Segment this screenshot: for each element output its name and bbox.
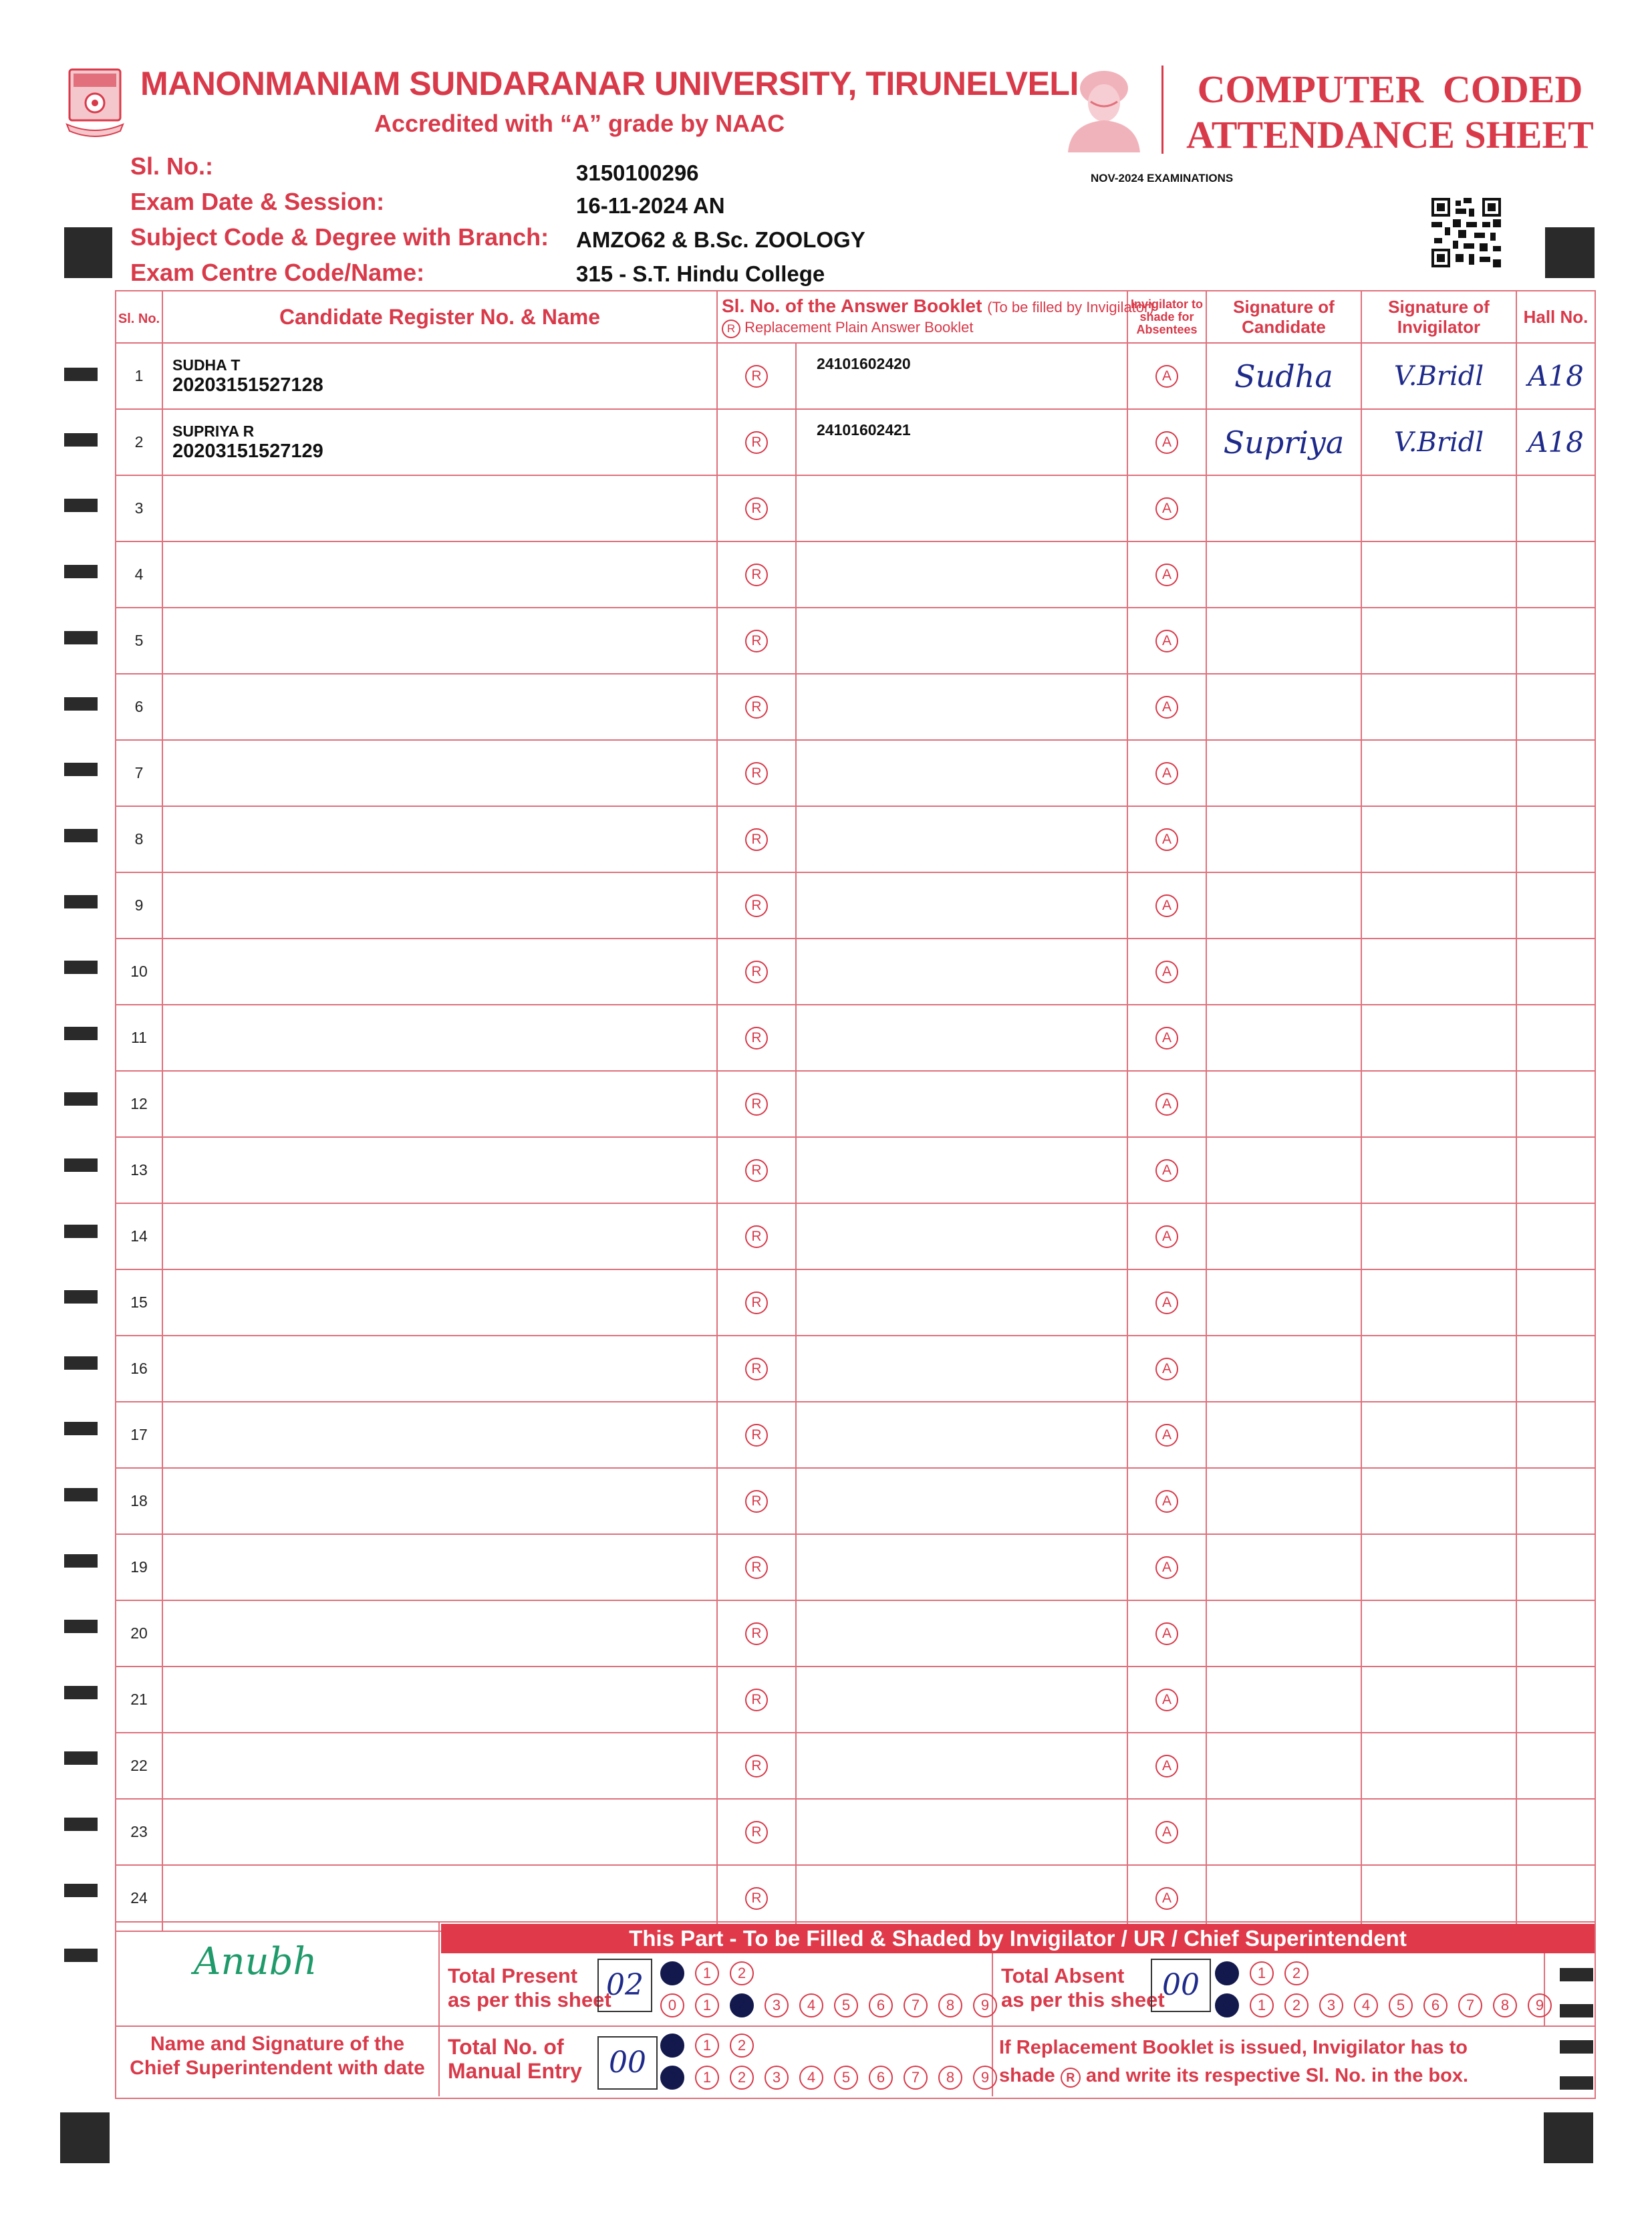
sl-no-label: Sl. No.: — [130, 152, 213, 180]
invigilator-signature[interactable] — [1361, 1799, 1516, 1865]
candidate-signature[interactable] — [1206, 806, 1361, 872]
candidate-signature[interactable] — [1206, 1071, 1361, 1137]
total-present-box[interactable]: 02 — [597, 1959, 652, 2012]
table-row — [116, 1336, 1595, 1402]
sheet-title-line-2: ATTENDANCE SHEET — [1186, 113, 1594, 156]
absent-bubble[interactable]: A — [1127, 1005, 1206, 1071]
booklet-no[interactable] — [796, 1600, 1127, 1667]
row-sl: 10 — [116, 939, 162, 1005]
absent-bubble[interactable]: A — [1127, 1534, 1206, 1600]
booklet-no[interactable] — [796, 939, 1127, 1005]
candidate-cell — [162, 1799, 717, 1865]
table-row — [116, 1203, 1595, 1269]
row-sl: 19 — [116, 1534, 162, 1600]
replacement-bubble[interactable]: R — [717, 475, 796, 541]
sl-no-value: 3150100296 — [576, 160, 699, 185]
replacement-bubble[interactable]: R — [717, 740, 796, 806]
table-row — [116, 674, 1595, 740]
col-candidate: Candidate Register No. & Name — [162, 291, 717, 343]
replacement-bubble[interactable]: R — [717, 1865, 796, 1931]
candidate-cell — [162, 872, 717, 939]
booklet-no[interactable] — [796, 1005, 1127, 1071]
candidate-cell — [162, 1667, 717, 1733]
absent-bubble[interactable]: A — [1127, 1600, 1206, 1667]
hall-no[interactable] — [1516, 1269, 1595, 1336]
booklet-header-main: Sl. No. of the Answer Booklet — [722, 295, 982, 316]
invigilator-signature[interactable] — [1361, 1005, 1516, 1071]
footer-divider-chief — [438, 1921, 440, 2096]
candidate-reg: 20203151527128 — [172, 374, 323, 396]
hall-no[interactable] — [1516, 1336, 1595, 1402]
hall-no[interactable] — [1516, 541, 1595, 608]
row-sl: 18 — [116, 1468, 162, 1534]
row-sl: 22 — [116, 1733, 162, 1799]
accreditation: Accredited with “A” grade by NAAC — [374, 110, 785, 137]
total-absent-tens[interactable]: 0 1 2 — [1215, 1961, 1319, 1985]
absent-bubble[interactable]: A — [1127, 409, 1206, 475]
table-row — [116, 740, 1595, 806]
footer-banner: This Part - To be Filled & Shaded by Invigilator / UR / Chief Superintendent — [441, 1924, 1595, 1953]
chief-label-line-1: Name and Signature of the — [150, 2033, 405, 2055]
hall-no[interactable] — [1516, 608, 1595, 674]
total-absent-box[interactable]: 00 — [1151, 1959, 1211, 2012]
col-sig-invigilator: Signature of Invigilator — [1361, 291, 1516, 343]
candidate-signature[interactable] — [1206, 1269, 1361, 1336]
candidate-cell — [162, 1336, 717, 1402]
replacement-bubble[interactable]: R — [717, 1071, 796, 1137]
subject-value: AMZO62 & B.Sc. ZOOLOGY — [576, 227, 865, 252]
table-row — [116, 343, 1595, 409]
table-row — [116, 1468, 1595, 1534]
candidate-name: SUDHA T — [172, 356, 241, 374]
invigilator-signature[interactable] — [1361, 1402, 1516, 1468]
booklet-no[interactable]: 24101602420 — [796, 343, 1127, 409]
booklet-no[interactable] — [796, 1733, 1127, 1799]
candidate-cell — [162, 1203, 717, 1269]
invigilator-signature[interactable] — [1361, 806, 1516, 872]
replacement-bubble[interactable]: R — [717, 541, 796, 608]
col-hall: Hall No. — [1516, 291, 1595, 343]
candidate-signature[interactable] — [1206, 608, 1361, 674]
absent-bubble[interactable]: A — [1127, 1071, 1206, 1137]
replacement-bubble[interactable]: R — [717, 1203, 796, 1269]
invigilator-signature[interactable] — [1361, 608, 1516, 674]
booklet-no[interactable] — [796, 1203, 1127, 1269]
row-sl: 3 — [116, 475, 162, 541]
founder-portrait — [1061, 64, 1147, 152]
replacement-bubble[interactable]: R — [717, 1799, 796, 1865]
invigilator-signature[interactable] — [1361, 1733, 1516, 1799]
row-sl: 11 — [116, 1005, 162, 1071]
candidate-signature[interactable] — [1206, 1137, 1361, 1203]
absent-bubble[interactable]: A — [1127, 1402, 1206, 1468]
replacement-bubble[interactable]: R — [717, 1269, 796, 1336]
candidate-name: SUPRIYA R — [172, 422, 255, 440]
candidate-cell — [162, 343, 717, 409]
candidate-signature[interactable] — [1206, 939, 1361, 1005]
row-sl: 13 — [116, 1137, 162, 1203]
chief-label-line-2: Chief Superintendent with date — [130, 2057, 425, 2079]
replacement-bubble[interactable]: R — [717, 1468, 796, 1534]
replacement-bubble[interactable]: R — [717, 1402, 796, 1468]
booklet-no[interactable] — [796, 1071, 1127, 1137]
booklet-no[interactable] — [796, 1534, 1127, 1600]
table-row — [116, 409, 1595, 475]
table-row — [116, 1269, 1595, 1336]
absent-bubble[interactable]: A — [1127, 1799, 1206, 1865]
hall-no[interactable] — [1516, 1402, 1595, 1468]
hall-no[interactable] — [1516, 1468, 1595, 1534]
qr-code — [1431, 198, 1501, 267]
candidate-signature[interactable] — [1206, 872, 1361, 939]
candidate-signature[interactable] — [1206, 1203, 1361, 1269]
absent-bubble[interactable]: A — [1127, 806, 1206, 872]
invigilator-signature[interactable]: V.Bridl — [1361, 409, 1516, 475]
booklet-no[interactable] — [796, 674, 1127, 740]
table-row — [116, 1137, 1595, 1203]
hall-no[interactable] — [1516, 1667, 1595, 1733]
invigilator-signature[interactable]: V.Bridl — [1361, 343, 1516, 409]
candidate-signature[interactable] — [1206, 1468, 1361, 1534]
invigilator-signature[interactable] — [1361, 1600, 1516, 1667]
replacement-bubble[interactable]: R — [717, 1600, 796, 1667]
booklet-no[interactable] — [796, 1336, 1127, 1402]
candidate-cell — [162, 740, 717, 806]
booklet-no[interactable] — [796, 475, 1127, 541]
hall-no[interactable] — [1516, 1600, 1595, 1667]
booklet-no[interactable] — [796, 1402, 1127, 1468]
absent-bubble[interactable]: A — [1127, 1865, 1206, 1931]
invigilator-signature[interactable] — [1361, 1534, 1516, 1600]
row-sl: 23 — [116, 1799, 162, 1865]
manual-entry-tens[interactable]: 0 1 2 — [660, 2034, 765, 2058]
total-present-units[interactable]: 0 1 2 3 4 5 6 7 8 9 — [660, 1993, 1008, 2017]
candidate-cell — [162, 1534, 717, 1600]
chief-superintendent-signature[interactable]: Anubh — [194, 1940, 317, 1983]
invigilator-signature[interactable] — [1361, 1269, 1516, 1336]
absent-bubble[interactable]: A — [1127, 872, 1206, 939]
invigilator-signature[interactable] — [1361, 674, 1516, 740]
candidate-cell — [162, 1071, 717, 1137]
attendance-table — [115, 290, 1596, 1932]
invigilator-signature[interactable] — [1361, 1336, 1516, 1402]
subject-label: Subject Code & Degree with Branch: — [130, 223, 549, 251]
row-sl: 2 — [116, 409, 162, 475]
table-row — [116, 872, 1595, 939]
total-present-label: Total Present as per this sheet — [448, 1964, 611, 2011]
invigilator-signature[interactable] — [1361, 740, 1516, 806]
invigilator-signature[interactable] — [1361, 475, 1516, 541]
invigilator-signature[interactable] — [1361, 1667, 1516, 1733]
invigilator-signature[interactable] — [1361, 1137, 1516, 1203]
absent-bubble[interactable]: A — [1127, 475, 1206, 541]
replacement-header-icon: R — [722, 320, 740, 338]
manual-entry-box[interactable]: 00 — [597, 2036, 658, 2090]
footer-divider-row — [438, 2025, 1595, 2027]
hall-no[interactable] — [1516, 1799, 1595, 1865]
table-row — [116, 1402, 1595, 1468]
exam-date-label: Exam Date & Session: — [130, 188, 385, 215]
candidate-cell — [162, 1600, 717, 1667]
row-sl: 21 — [116, 1667, 162, 1733]
replacement-bubble[interactable]: R — [717, 1534, 796, 1600]
table-row — [116, 1600, 1595, 1667]
total-absent-units[interactable]: 0 1 2 3 4 5 6 7 8 9 — [1215, 1993, 1562, 2017]
row-sl: 6 — [116, 674, 162, 740]
replacement-bubble[interactable]: R — [717, 1005, 796, 1071]
booklet-no[interactable] — [796, 541, 1127, 608]
hall-no[interactable]: A18 — [1516, 409, 1595, 475]
candidate-signature[interactable] — [1206, 1667, 1361, 1733]
candidate-cell — [162, 541, 717, 608]
replacement-bubble[interactable]: R — [717, 343, 796, 409]
row-sl: 14 — [116, 1203, 162, 1269]
centre-value: 315 - S.T. Hindu College — [576, 261, 825, 286]
replacement-note-line-2b: and write its respective Sl. No. in the box. — [1085, 2065, 1469, 2086]
header-divider — [1161, 66, 1163, 154]
row-sl: 24 — [116, 1865, 162, 1931]
absent-bubble[interactable]: A — [1127, 1336, 1206, 1402]
absent-bubble[interactable]: A — [1127, 1203, 1206, 1269]
candidate-signature[interactable] — [1206, 1534, 1361, 1600]
table-row — [116, 1667, 1595, 1733]
candidate-signature[interactable] — [1206, 1402, 1361, 1468]
invigilator-signature[interactable] — [1361, 1203, 1516, 1269]
booklet-no[interactable] — [796, 806, 1127, 872]
hall-no[interactable] — [1516, 1733, 1595, 1799]
absent-bubble[interactable]: A — [1127, 939, 1206, 1005]
booklet-header-note: (To be filled by Invigilator) — [987, 298, 1154, 316]
replacement-bubble[interactable]: R — [717, 1667, 796, 1733]
absent-bubble[interactable]: A — [1127, 1137, 1206, 1203]
candidate-signature[interactable] — [1206, 674, 1361, 740]
footer-divider-chief-row — [115, 2025, 438, 2027]
hall-no[interactable] — [1516, 1071, 1595, 1137]
booklet-header-sub: Replacement Plain Answer Booklet — [744, 318, 974, 336]
university-logo — [65, 67, 124, 142]
hall-no[interactable] — [1516, 806, 1595, 872]
candidate-cell — [162, 1468, 717, 1534]
centre-label: Exam Centre Code/Name: — [130, 259, 425, 286]
booklet-no[interactable] — [796, 1137, 1127, 1203]
candidate-signature[interactable] — [1206, 475, 1361, 541]
candidate-cell — [162, 1269, 717, 1336]
sheet-title-line-1: COMPUTER CODED — [1197, 68, 1583, 111]
manual-entry-units[interactable]: 0 1 2 3 4 5 6 7 8 9 — [660, 2066, 1008, 2090]
booklet-no[interactable] — [796, 608, 1127, 674]
absent-bubble[interactable]: A — [1127, 1667, 1206, 1733]
candidate-signature[interactable] — [1206, 1005, 1361, 1071]
hall-no[interactable] — [1516, 674, 1595, 740]
candidate-cell — [162, 409, 717, 475]
university-name: MANONMANIAM SUNDARANAR UNIVERSITY, TIRUNELVELI — [140, 65, 1079, 102]
hall-no[interactable] — [1516, 939, 1595, 1005]
replacement-note-line-2a: shade — [999, 2065, 1055, 2086]
total-present-tens[interactable]: 0 1 2 — [660, 1961, 765, 1985]
candidate-signature[interactable]: Supriya — [1206, 409, 1361, 475]
candidate-cell — [162, 1733, 717, 1799]
row-sl: 5 — [116, 608, 162, 674]
exam-date-value: 16-11-2024 AN — [576, 193, 725, 218]
candidate-signature[interactable]: Sudha — [1206, 343, 1361, 409]
hall-no[interactable] — [1516, 1005, 1595, 1071]
hall-no[interactable] — [1516, 872, 1595, 939]
invigilator-signature[interactable] — [1361, 1071, 1516, 1137]
invigilator-signature[interactable] — [1361, 872, 1516, 939]
candidate-signature[interactable] — [1206, 1799, 1361, 1865]
booklet-no[interactable] — [796, 1269, 1127, 1336]
booklet-no[interactable] — [796, 872, 1127, 939]
row-sl: 9 — [116, 872, 162, 939]
exam-tag: NOV-2024 EXAMINATIONS — [1091, 172, 1234, 184]
table-row — [116, 1534, 1595, 1600]
invigilator-signature[interactable] — [1361, 541, 1516, 608]
replacement-bubble[interactable]: R — [717, 608, 796, 674]
row-sl: 8 — [116, 806, 162, 872]
candidate-signature[interactable] — [1206, 740, 1361, 806]
table-header-row — [116, 291, 1595, 343]
booklet-no[interactable] — [796, 1468, 1127, 1534]
table-row — [116, 541, 1595, 608]
row-sl: 1 — [116, 343, 162, 409]
hall-no[interactable] — [1516, 475, 1595, 541]
row-sl: 15 — [116, 1269, 162, 1336]
absent-bubble[interactable]: A — [1127, 1733, 1206, 1799]
row-sl: 7 — [116, 740, 162, 806]
total-absent-label: Total Absent as per this sheet — [1001, 1964, 1165, 2011]
col-booklet — [717, 291, 1154, 343]
table-row — [116, 475, 1595, 541]
candidate-cell — [162, 608, 717, 674]
absent-bubble[interactable]: A — [1127, 608, 1206, 674]
replacement-bubble[interactable]: R — [717, 939, 796, 1005]
col-sl: Sl. No. — [116, 291, 162, 343]
sheet-title — [1180, 67, 1601, 158]
hall-no[interactable]: A18 — [1516, 343, 1595, 409]
candidate-cell — [162, 806, 717, 872]
replacement-bubble[interactable]: R — [717, 806, 796, 872]
row-sl: 4 — [116, 541, 162, 608]
hall-no[interactable] — [1516, 1534, 1595, 1600]
col-absent: Invigilator to shade for Absentees — [1127, 291, 1206, 343]
booklet-no[interactable] — [796, 1667, 1127, 1733]
candidate-cell — [162, 939, 717, 1005]
table-row — [116, 1005, 1595, 1071]
absent-bubble[interactable]: A — [1127, 674, 1206, 740]
replacement-bubble[interactable]: R — [717, 674, 796, 740]
booklet-no[interactable]: 24101602421 — [796, 409, 1127, 475]
row-sl: 12 — [116, 1071, 162, 1137]
row-sl: 20 — [116, 1600, 162, 1667]
invigilator-signature[interactable] — [1361, 939, 1516, 1005]
candidate-cell — [162, 1005, 717, 1071]
absent-bubble[interactable]: A — [1127, 740, 1206, 806]
col-sig-candidate: Signature of Candidate — [1206, 291, 1361, 343]
candidate-cell — [162, 1137, 717, 1203]
replacement-bubble[interactable]: R — [717, 1137, 796, 1203]
replacement-bubble[interactable]: R — [717, 872, 796, 939]
replacement-bubble[interactable]: R — [717, 1733, 796, 1799]
replacement-bubble[interactable]: R — [717, 409, 796, 475]
row-sl: 17 — [116, 1402, 162, 1468]
candidate-signature[interactable] — [1206, 1600, 1361, 1667]
replacement-note-line-1: If Replacement Booklet is issued, Invigilator has to — [999, 2037, 1468, 2058]
candidate-signature[interactable] — [1206, 541, 1361, 608]
candidate-signature[interactable] — [1206, 1733, 1361, 1799]
row-sl: 16 — [116, 1336, 162, 1402]
absent-bubble[interactable]: A — [1127, 1468, 1206, 1534]
replacement-note — [999, 2034, 1468, 2090]
replacement-note-icon: R — [1061, 2068, 1081, 2088]
table-row — [116, 939, 1595, 1005]
table-row — [116, 1733, 1595, 1799]
table-row — [116, 1071, 1595, 1137]
candidate-cell — [162, 674, 717, 740]
candidate-reg: 20203151527129 — [172, 440, 323, 462]
invigilator-signature[interactable] — [1361, 1468, 1516, 1534]
hall-no[interactable] — [1516, 740, 1595, 806]
hall-no[interactable] — [1516, 1203, 1595, 1269]
absent-bubble[interactable]: A — [1127, 1269, 1206, 1336]
hall-no[interactable] — [1516, 1137, 1595, 1203]
candidate-cell — [162, 1402, 717, 1468]
booklet-no[interactable] — [796, 1799, 1127, 1865]
booklet-no[interactable] — [796, 740, 1127, 806]
candidate-signature[interactable] — [1206, 1336, 1361, 1402]
table-row — [116, 1799, 1595, 1865]
table-row — [116, 608, 1595, 674]
chief-label — [120, 2032, 434, 2080]
absent-bubble[interactable]: A — [1127, 343, 1206, 409]
replacement-bubble[interactable]: R — [717, 1336, 796, 1402]
candidate-cell — [162, 475, 717, 541]
absent-bubble[interactable]: A — [1127, 541, 1206, 608]
table-row — [116, 806, 1595, 872]
manual-entry-label: Total No. of Manual Entry — [448, 2035, 582, 2083]
